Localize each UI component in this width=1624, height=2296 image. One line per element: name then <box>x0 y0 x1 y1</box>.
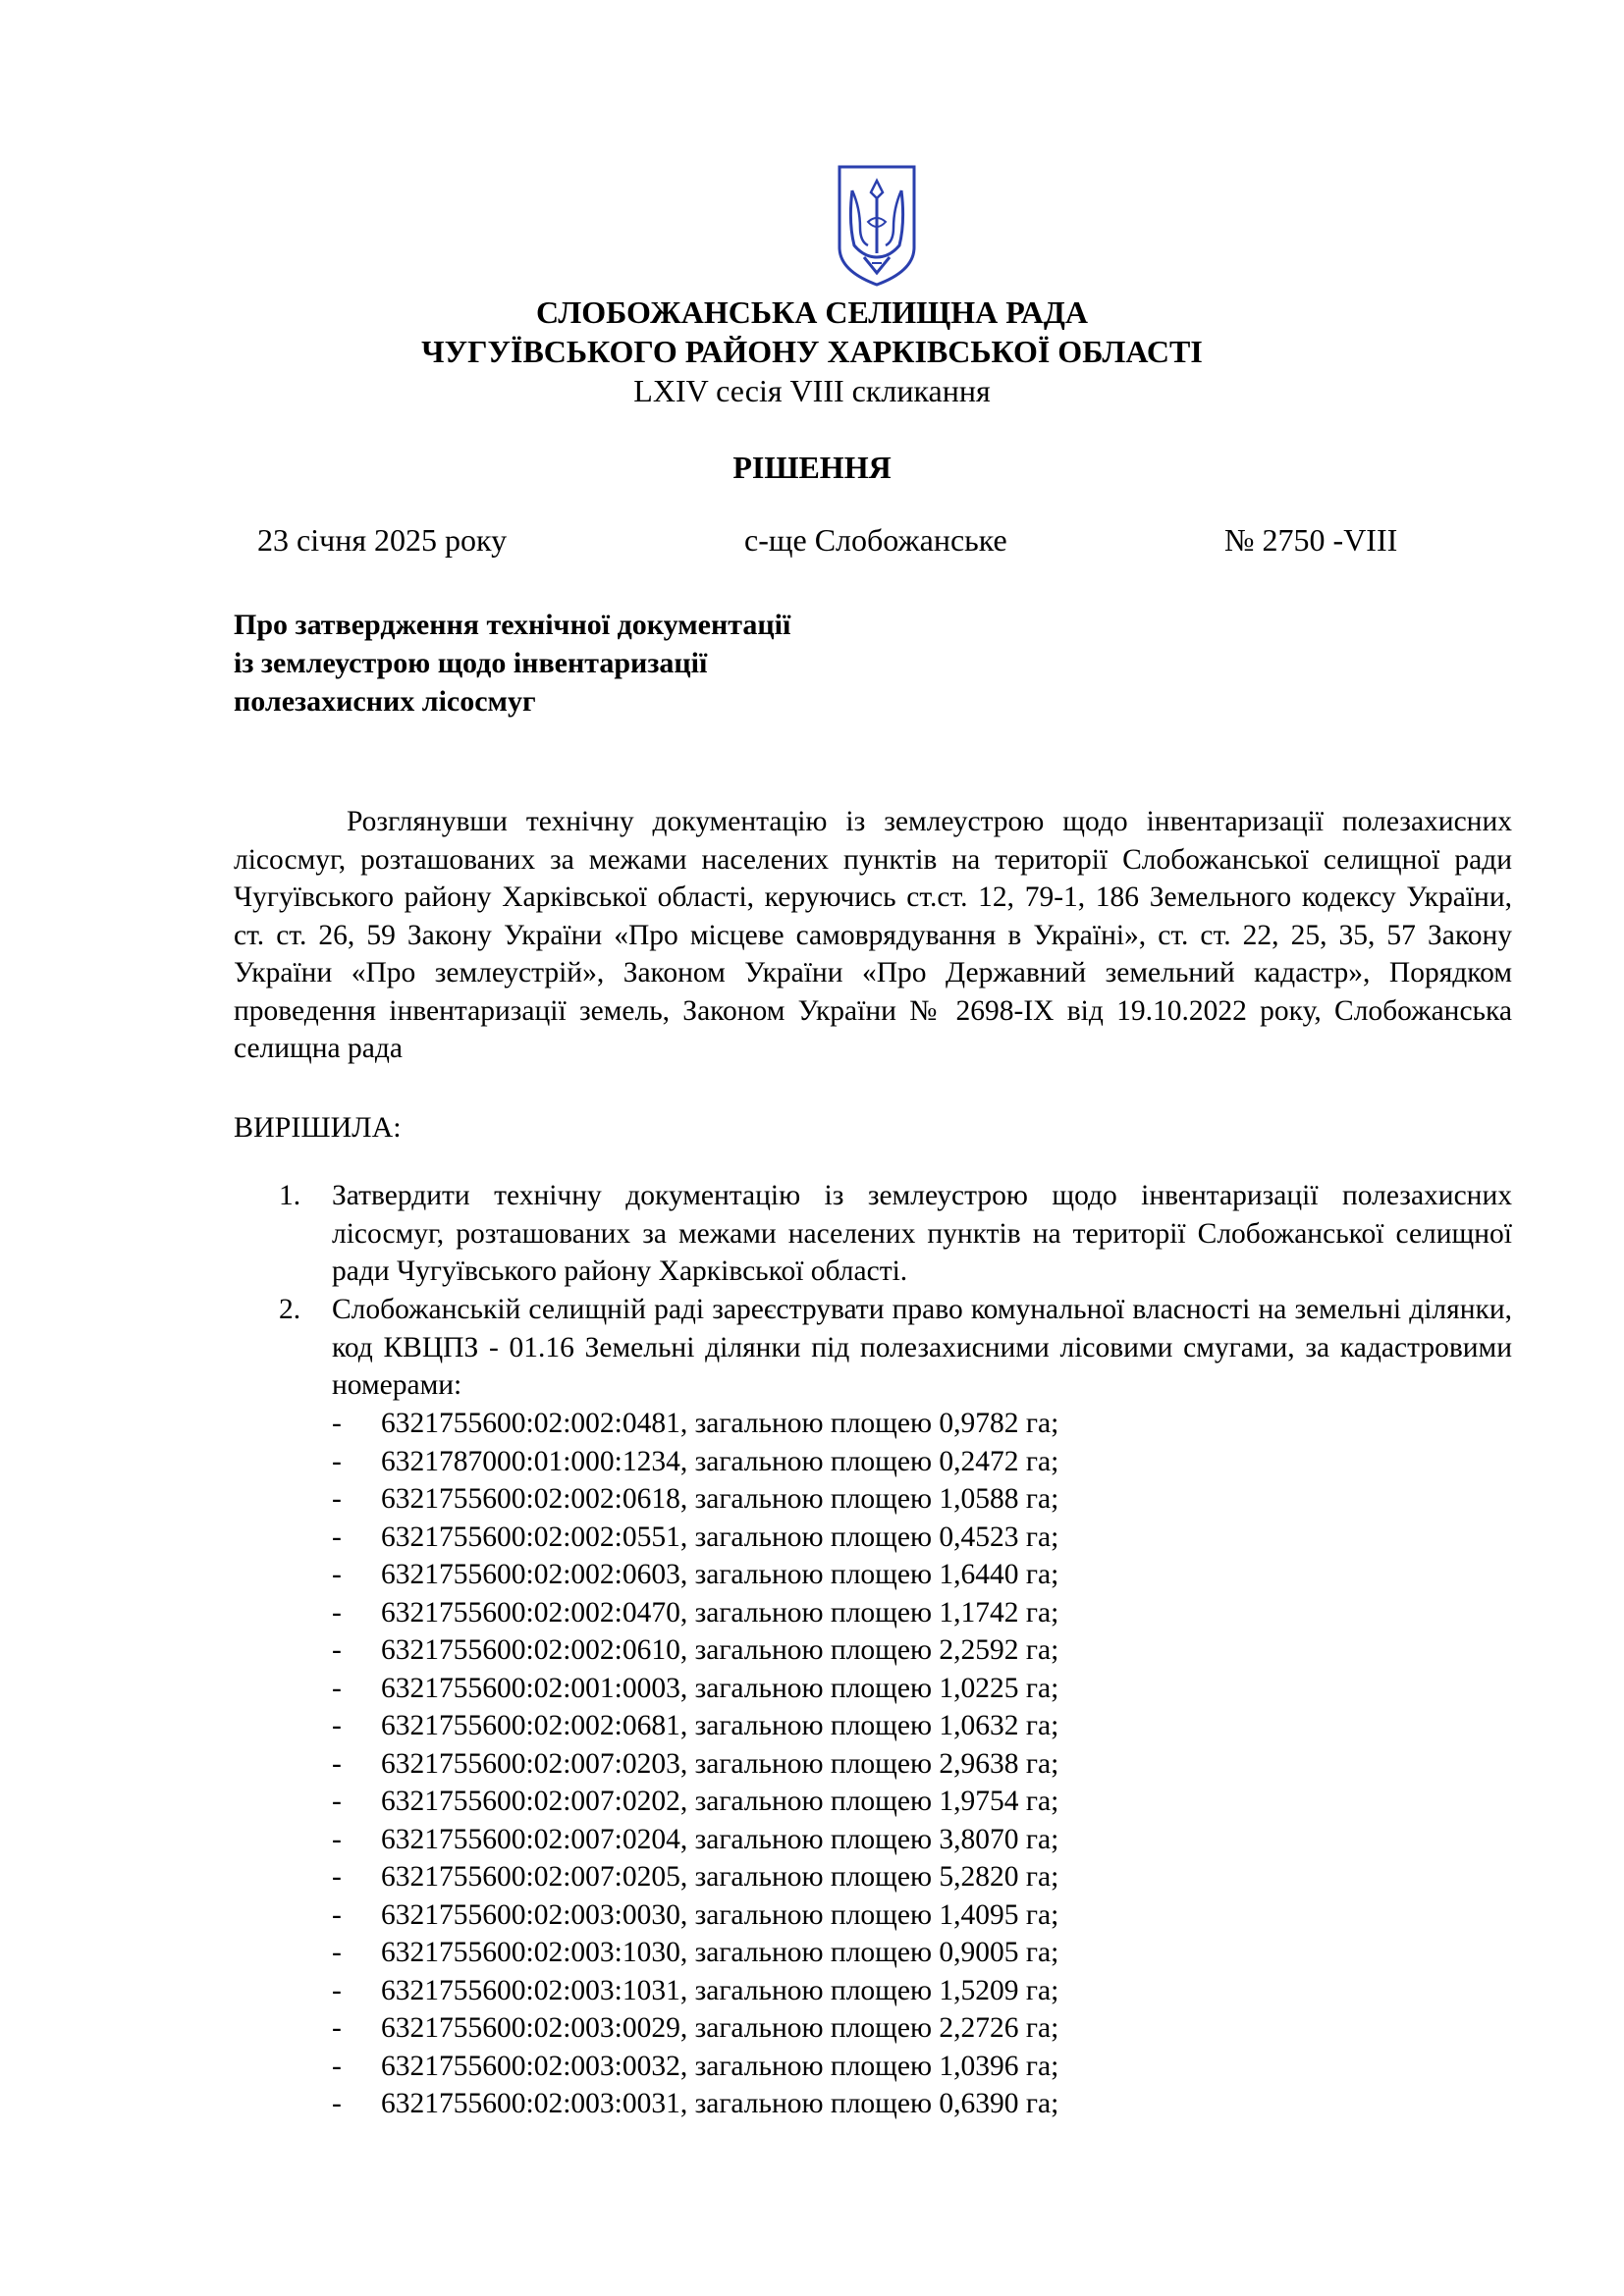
list-dash: - <box>332 1747 342 1780</box>
council-name: СЛОБОЖАНСЬКА СЕЛИЩНА РАДА <box>536 294 1088 330</box>
list-dash: - <box>332 1634 342 1666</box>
parcel-text: 6321755600:02:007:0205, загальною площею 5,2820 га; <box>381 1861 1059 1893</box>
decision-date: 23 січня 2025 року <box>257 522 508 558</box>
parcel-text: 6321755600:02:007:0203, загальною площею 2,9638 га; <box>381 1747 1059 1780</box>
list-dash: - <box>332 1559 342 1590</box>
parcel-item <box>332 2009 1058 2048</box>
list-dash: - <box>332 1408 342 1439</box>
parcel-item <box>332 1821 1058 1859</box>
parcel-text: 6321755600:02:007:0204, загальною площею 3,8070 га; <box>381 1823 1059 1855</box>
list-dash: - <box>332 1710 342 1741</box>
parcel-item <box>332 1670 1058 1708</box>
list-dash: - <box>332 1974 342 2006</box>
parcel-item <box>332 1745 1058 1784</box>
list-dash: - <box>332 1823 342 1855</box>
document-title: РІШЕННЯ <box>732 450 892 485</box>
parcel-text: 6321755600:02:002:0618, загальною площею 1,0588 га; <box>381 1483 1059 1515</box>
parcel-list <box>332 1405 1058 2123</box>
parcel-item <box>332 2085 1058 2123</box>
parcel-item <box>332 1631 1058 1670</box>
parcel-item <box>332 1934 1058 1972</box>
list-dash: - <box>332 1861 342 1893</box>
list-dash: - <box>332 1521 342 1553</box>
list-dash: - <box>332 1672 342 1704</box>
parcel-text: 6321755600:02:002:0603, загальною площею 1,6440 га; <box>381 1559 1059 1590</box>
parcel-item <box>332 1594 1058 1632</box>
trident-coat-of-arms-icon <box>835 163 919 289</box>
decision-item <box>279 1291 1512 1405</box>
parcel-text: 6321755600:02:003:0030, загальною площею 1,4095 га; <box>381 1898 1059 1931</box>
list-dash: - <box>332 1445 342 1477</box>
parcel-text: 6321755600:02:003:0032, загальною площею 1,0396 га; <box>381 2050 1059 2082</box>
list-dash: - <box>332 1596 342 1629</box>
item-text: Затвердити технічну документацію із землеустрою щодо інвентаризації полезахисних лісосмуг, розташованих за межами населених пунктів на території Слобожанської селищної ради Чугуївського району Харківської області. <box>332 1180 1512 1287</box>
list-dash: - <box>332 1937 342 1968</box>
list-dash: - <box>332 2012 342 2044</box>
parcel-item <box>332 1972 1058 2010</box>
list-dash: - <box>332 2088 342 2119</box>
parcel-item <box>332 1405 1058 1443</box>
parcel-item <box>332 2048 1058 2086</box>
list-dash: - <box>332 1786 342 1817</box>
parcel-item <box>332 1556 1058 1594</box>
parcel-text: 6321755600:02:001:0003, загальною площею 1,0225 га; <box>381 1672 1059 1704</box>
parcel-item <box>332 1707 1058 1745</box>
parcel-text: 6321755600:02:003:1030, загальною площею 0,9005 га; <box>381 1937 1059 1968</box>
subject-line: із землеустрою щодо інвентаризації <box>234 647 708 679</box>
parcel-text: 6321755600:02:002:0610, загальною площею 2,2592 га; <box>381 1634 1059 1666</box>
item-number: 2. <box>279 1294 301 1325</box>
decided-heading: ВИРІШИЛА: <box>234 1111 402 1144</box>
parcel-item <box>332 1443 1058 1481</box>
parcel-item <box>332 1480 1058 1519</box>
parcel-text: 6321755600:02:007:0202, загальною площею 1,9754 га; <box>381 1786 1059 1817</box>
parcel-item <box>332 1783 1058 1821</box>
parcel-text: 6321755600:02:003:1031, загальною площею 1,5209 га; <box>381 1974 1059 2006</box>
parcel-text: 6321755600:02:003:0031, загальною площею 0,6390 га; <box>381 2088 1059 2119</box>
session-line: LXIV сесія VIII скликання <box>633 373 991 408</box>
list-dash: - <box>332 1898 342 1931</box>
parcel-item <box>332 1858 1058 1896</box>
parcel-text: 6321755600:02:002:0481, загальною площею 0,9782 га; <box>381 1408 1059 1439</box>
decision-place: с-ще Слобожанське <box>744 522 1007 558</box>
item-text: Слобожанській селищній раді зареєструвати право комунальної власності на земельні ділянки, код КВЦПЗ - 01.16 Земельні ділянки під полезахисними лісовими смугами, за кадастровими номерами: <box>332 1294 1512 1401</box>
list-dash: - <box>332 1483 342 1515</box>
decision-number: № 2750 -VIII <box>1224 522 1398 558</box>
parcel-text: 6321755600:02:002:0551, загальною площею 0,4523 га; <box>381 1521 1059 1553</box>
subject-line: Про затвердження технічної документації <box>234 609 791 641</box>
preamble-paragraph <box>234 803 1512 1068</box>
item-number: 1. <box>279 1180 301 1211</box>
decision-item <box>279 1177 1512 1291</box>
parcel-item <box>332 1519 1058 1557</box>
parcel-text: 6321755600:02:002:0681, загальною площею 1,0632 га; <box>381 1710 1059 1741</box>
parcel-text: 6321755600:02:003:0029, загальною площею 2,2726 га; <box>381 2012 1059 2044</box>
preamble-text: Розглянувши технічну документацію із землеустрою щодо інвентаризації полезахисних лісосмуг, розташованих за межами населених пунктів на території Слобожанської селищної ради Чугуївського району Харківської області, керуючись ст.ст. 12, 79-1, 186 Земельного кодексу України, ст. ст. 26, 59 Закону України «Про місцеве самоврядування в Україні», ст. ст. 22, 25, 35, 57 Закону України «Про землеустрій», Законом України «Про Державний земельний кадастр», Порядком проведення інвентаризації земель, Законом України № 2698-IX від 19.10.2022 року, Слобожанська селищна рада <box>234 806 1512 1064</box>
subject-line: полезахисних лісосмуг <box>234 685 536 718</box>
decision-subject <box>234 606 790 721</box>
parcel-item <box>332 1896 1058 1935</box>
list-dash: - <box>332 2050 342 2082</box>
parcel-text: 6321787000:01:000:1234, загальною площею 0,2472 га; <box>381 1445 1059 1477</box>
parcel-text: 6321755600:02:002:0470, загальною площею 1,1742 га; <box>381 1596 1059 1629</box>
council-region: ЧУГУЇВСЬКОГО РАЙОНУ ХАРКІВСЬКОЇ ОБЛАСТІ <box>421 334 1203 369</box>
